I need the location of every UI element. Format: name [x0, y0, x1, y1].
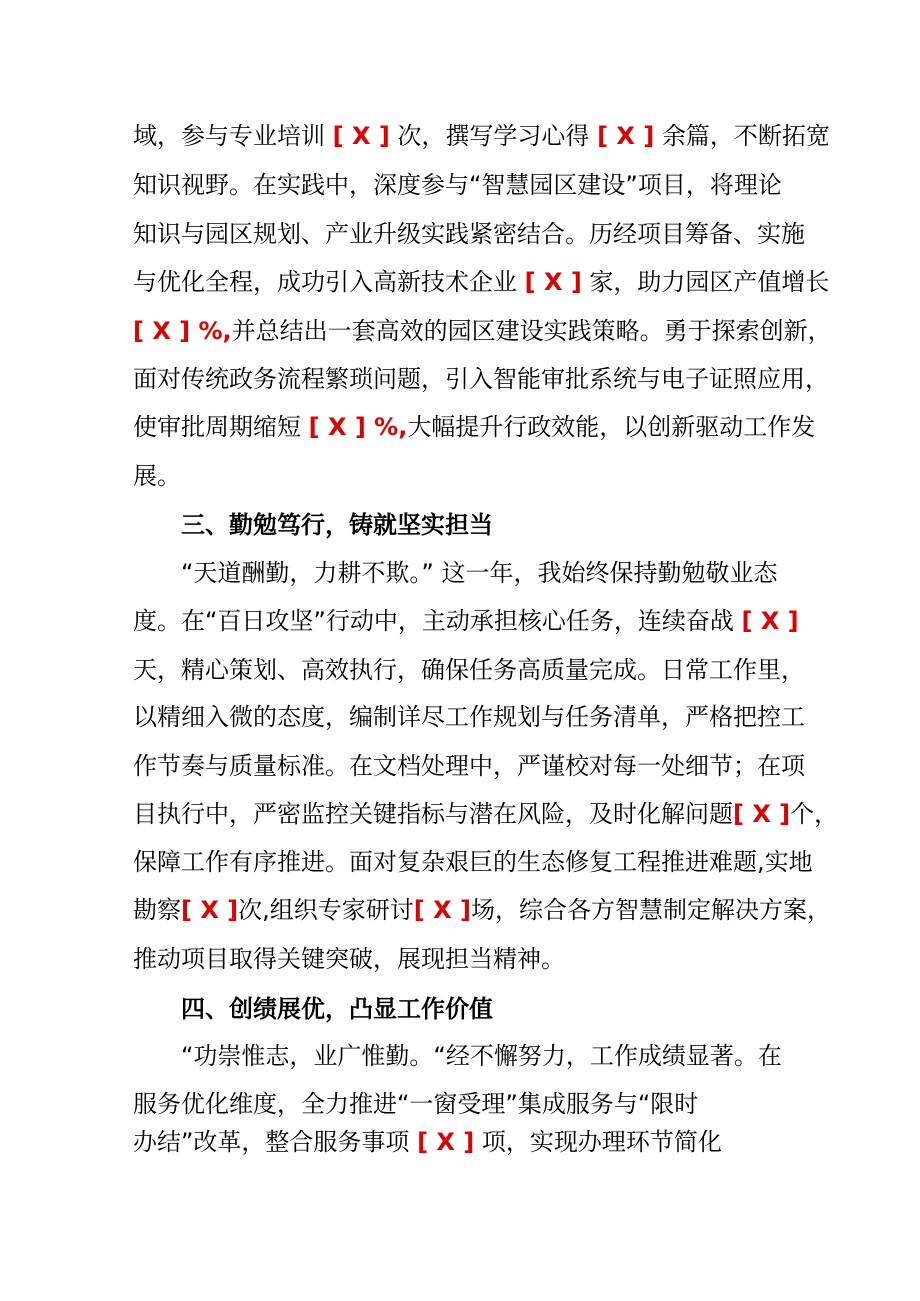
text-line — [133, 842, 813, 882]
placeholder-mark: [ X ] — [524, 268, 582, 296]
text-run: 次,组织专家研讨 — [238, 896, 414, 924]
section-4-heading: 四、创绩展优，凸显工作价值 — [181, 995, 493, 1023]
text-run: 目执行中，严密监控关键指标与潜在风险，及时化解问题 — [133, 800, 733, 828]
text-run: “天道酬勤，力耕不欺。” 这一年，我始终保持勤勉敬业态 — [181, 559, 778, 587]
text-run: 天，精心策划、高效执行，确保任务高质量完成。日常工作里， — [133, 656, 805, 684]
text-run: 次，撰写学习心得 — [389, 122, 598, 150]
text-run: 以精细入微的态度，编制详尽工作规划与任务清单，严格把控工 — [133, 703, 805, 731]
text-run: 知识与园区规划、产业升级实践紧密结合。历经项目筹备、实施 — [133, 220, 805, 248]
text-line — [133, 601, 799, 641]
text-line — [133, 939, 565, 979]
text-run: 个， — [790, 800, 839, 828]
text-line — [133, 650, 805, 690]
text-line — [133, 116, 830, 156]
placeholder-mark: [ X ] — [332, 122, 390, 150]
text-run: 并总结出一套高效的园区建设实践策略。勇于探索创新， — [231, 317, 832, 345]
text-run: 保障工作有序推进。面对复杂艰巨的生态修复工程推进难题,实地 — [133, 848, 813, 876]
text-line — [181, 1036, 782, 1076]
text-run: 项，实现办理环节简化 — [474, 1128, 722, 1156]
text-line — [133, 214, 805, 254]
text-run: 家，助力园区产值增长 — [581, 268, 830, 296]
text-line — [133, 456, 181, 496]
text-line — [133, 1084, 698, 1124]
placeholder-mark: [ X ] — [597, 122, 655, 150]
text-run: 度。在“百日攻坚”行动中，主动承担核心任务，连续奋战 — [133, 607, 742, 635]
text-run: 大幅提升行政效能，以创新驱动工作发 — [407, 413, 816, 441]
text-line — [133, 794, 838, 834]
placeholder-mark: [ X ] — [413, 896, 471, 924]
placeholder-mark: [ X ] %, — [133, 317, 232, 345]
text-run: 作节奏与质量标准。在文档处理中，严谨校对每一处细节；在项 — [133, 752, 805, 780]
text-line — [133, 1122, 722, 1162]
text-run: 勘察 — [133, 896, 181, 924]
text-run: 使审批周期缩短 — [133, 413, 309, 441]
text-run: 办结”改革，整合服务事项 — [133, 1128, 418, 1156]
text-line — [133, 890, 831, 930]
text-run: 知识视野。在实践中，深度参与“智慧园区建设”项目，将理论 — [133, 171, 782, 199]
text-line — [133, 311, 832, 351]
text-line — [181, 553, 778, 593]
text-line — [133, 407, 815, 447]
placeholder-mark: [ X ] — [181, 896, 239, 924]
placeholder-mark: [ X ] — [741, 607, 799, 635]
text-line — [133, 746, 805, 786]
text-run: 与优化全程，成功引入高新技术企业 — [133, 268, 525, 296]
text-run: 展。 — [133, 462, 181, 490]
text-run: 余篇，不断拓宽 — [654, 122, 830, 150]
text-run: 面对传统政务流程繁琐问题，引入智能审批系统与电子证照应用， — [133, 365, 829, 393]
placeholder-mark: [ X ] %, — [308, 413, 408, 441]
text-line — [133, 359, 829, 399]
text-run: 场，综合各方智慧制定解决方案， — [470, 896, 831, 924]
text-run: 推动项目取得关键突破，展现担当精神。 — [133, 945, 565, 973]
text-line — [133, 262, 829, 302]
text-line — [133, 697, 805, 737]
placeholder-mark: [ X ] — [417, 1128, 475, 1156]
text-run: “功崇惟志，业广惟勤。“经不懈努力，工作成绩显著。在 — [181, 1042, 782, 1070]
text-run: 域，参与专业培训 — [133, 122, 333, 150]
text-run: 服务优化维度，全力推进“一窗受理”集成服务与“限时 — [133, 1090, 699, 1118]
placeholder-mark: [ X ] — [733, 800, 791, 828]
section-3-heading: 三、勤勉笃行，铸就坚实担当 — [181, 511, 493, 539]
text-line — [133, 165, 782, 205]
